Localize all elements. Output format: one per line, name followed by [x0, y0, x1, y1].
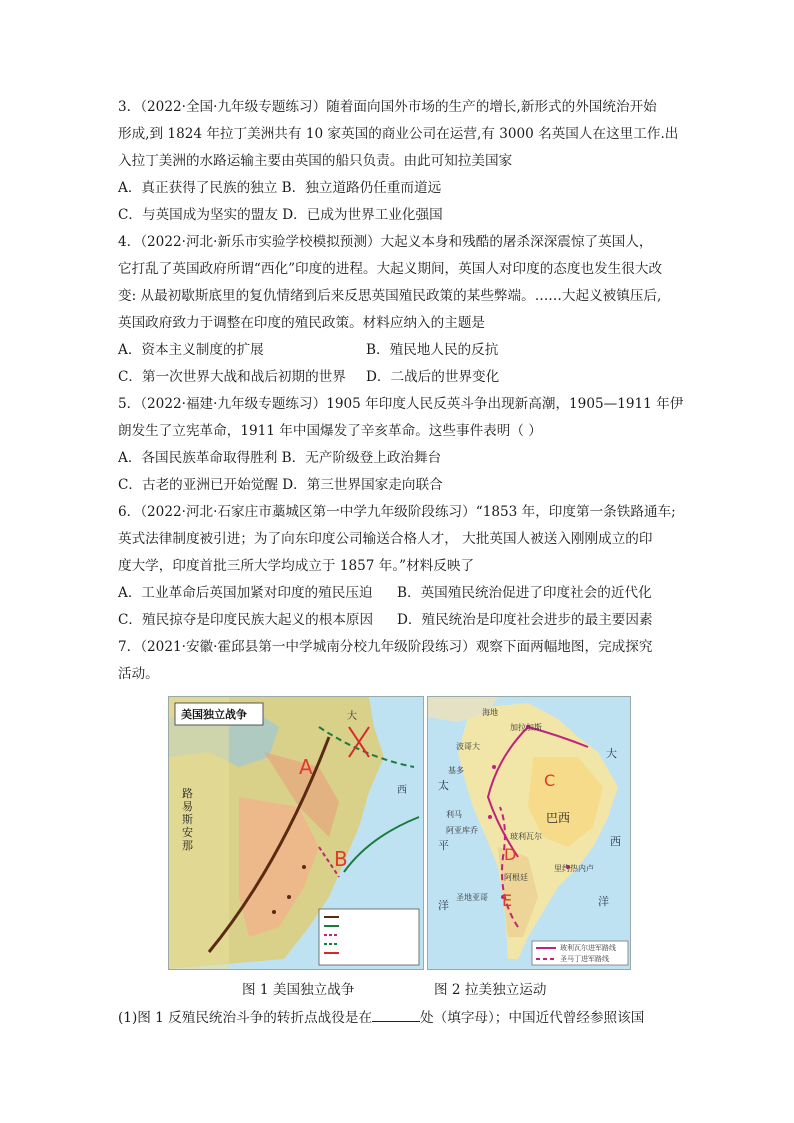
map1-label-b: B — [334, 847, 348, 871]
q7-sub1-before: (1)图 1 反殖民统治斗争的转折点战役是在 — [118, 1010, 373, 1026]
map2-label-c: C — [544, 771, 556, 790]
q7-sub1 — [118, 1007, 644, 1028]
map2-label-d: D — [504, 845, 517, 864]
map2-atlantic-char-2: 西 — [610, 835, 621, 848]
q3-options-cd: C．与英国成为坚实的盟友 D．已成为世界工业化强国 — [118, 207, 443, 223]
map2-caracas-label: 加拉加斯 — [510, 723, 542, 732]
q6-option-c: C．殖民掠夺是印度民族大起义的根本原因 — [118, 612, 374, 628]
q4-line2: 它打乱了英国政府所谓“西化”印度的进程。大起义期间，英国人对印度的态度也发生很大改 — [118, 261, 663, 277]
map1-title: 美国独立战争 — [181, 708, 247, 721]
map1-caption: 图 1 美国独立战争 — [242, 982, 355, 998]
map2-ayacucho-label: 阿亚库乔 — [446, 826, 478, 835]
q6-line1: 6．（2022·河北·石家庄市藁城区第一中学九年级阶段练习）“1853 年，印度第一条铁路通车; — [118, 504, 676, 520]
q3-line1: 3．（2022·全国·九年级专题练习）随着面向国外市场的生产的增长,新形式的外国统治开始 — [118, 99, 657, 115]
map2-rio-label: 里约热内卢 — [554, 864, 594, 873]
map2-pacific-char-2: 平 — [438, 839, 449, 852]
q3-line2: 形成,到 1824 年拉丁美洲共有 10 家英国的商业公司在运营,有 3000 名英国人在这里工作.出 — [118, 126, 679, 142]
map2-lima-label: 利马 — [446, 810, 462, 819]
map1-ocean-char-1: 大 — [347, 711, 357, 722]
q6-option-b: B．英国殖民统治促进了印度社会的近代化 — [397, 585, 652, 601]
map2-quito-label: 基多 — [448, 766, 464, 775]
map2-brazil-label: 巴西 — [546, 811, 571, 825]
map2-santiago-label: 圣地亚哥 — [456, 893, 488, 902]
q4-option-a: A．资本主义制度的扩展 — [118, 342, 264, 358]
q5-options-ab: A．各国民族革命取得胜利 B．无产阶级登上政治舞台 — [118, 450, 442, 466]
q4-option-d: D．二战后的世界变化 — [366, 369, 500, 385]
q7-sub1-after: 处（填字母）；中国近代曾经参照该国 — [420, 1010, 645, 1026]
q6-option-d: D．殖民统治是印度社会进步的最主要因素 — [397, 612, 653, 628]
q4-option-b: B．殖民地人民的反抗 — [366, 342, 499, 358]
map2-label-e: E — [502, 891, 513, 910]
q5-line2: 朗发生了立宪革命，1911 年中国爆发了辛亥革命。这些事件表明（ ） — [118, 423, 542, 439]
q5-line1: 5．（2022·福建·九年级专题练习）1905 年印度人民反英斗争出现新高潮，1905—1911 年伊 — [118, 396, 684, 412]
q6-line2: 英式法律制度被引进；为了向东印度公司输送合格人才， 大批英国人被送入刚刚成立的印 — [118, 531, 653, 547]
q4-line4: 英国政府致力于调整在印度的殖民政策。材料应纳入的主题是 — [118, 315, 486, 331]
q7-line2: 活动。 — [118, 666, 159, 682]
map1-label-a: A — [299, 755, 313, 779]
map2-legend-san-martin: 圣马丁进军路线 — [560, 955, 609, 963]
map2-caption: 图 2 拉美独立运动 — [434, 982, 547, 998]
map2-atlantic-char-3: 洋 — [598, 895, 609, 908]
q6-line3: 度大学，印度首批三所大学均成立于 1857 年。”材料反映了 — [118, 558, 475, 574]
q7-line1: 7．（2021·安徽·霍邱县第一中学城南分校九年级阶段练习）观察下面两幅地图，完成探究 — [118, 639, 653, 655]
q3-line3: 入拉丁美洲的水路运输主要由英国的船只负责。由此可知拉美国家 — [118, 153, 513, 169]
q6-option-a: A．工业革命后英国加紧对印度的殖民压迫 — [118, 585, 373, 601]
answer-blank[interactable] — [372, 1007, 420, 1022]
q4-option-c: C．第一次世界大战和战后初期的世界 — [118, 369, 346, 385]
map2-haiti-label: 海地 — [482, 708, 498, 717]
map1-louisiana-label: 路易斯安那 — [182, 787, 193, 852]
map2-legend-bolivar: 玻利瓦尔进军路线 — [560, 944, 616, 952]
map2-bogota-label: 波哥大 — [456, 742, 480, 751]
map1-ocean-char-2: 西 — [397, 785, 407, 796]
map2-bolivar-label: 玻利瓦尔 — [510, 832, 542, 841]
map2-pacific-char-1: 太 — [438, 779, 449, 792]
q5-options-cd: C．古老的亚洲已开始觉醒 D．第三世界国家走向联合 — [118, 477, 443, 493]
q3-options-ab: A．真正获得了民族的独立 B．独立道路仍任重而道远 — [118, 180, 442, 196]
map2-argentina-label: 阿根廷 — [504, 873, 528, 882]
map2-pacific-char-3: 洋 — [438, 899, 449, 912]
map2-atlantic-char-1: 大 — [606, 747, 617, 760]
q4-line3: 变: 从最初歇斯底里的复仇情绪到后来反思英国殖民政策的某些弊端。……大起义被镇压后, — [118, 288, 662, 304]
map-latin-america-independence — [427, 696, 631, 970]
q4-line1: 4．（2022·河北·新乐市实验学校模拟预测）大起义本身和残酷的屠杀深深震惊了英国人， — [118, 234, 653, 250]
map-us-independence-war — [168, 696, 424, 970]
